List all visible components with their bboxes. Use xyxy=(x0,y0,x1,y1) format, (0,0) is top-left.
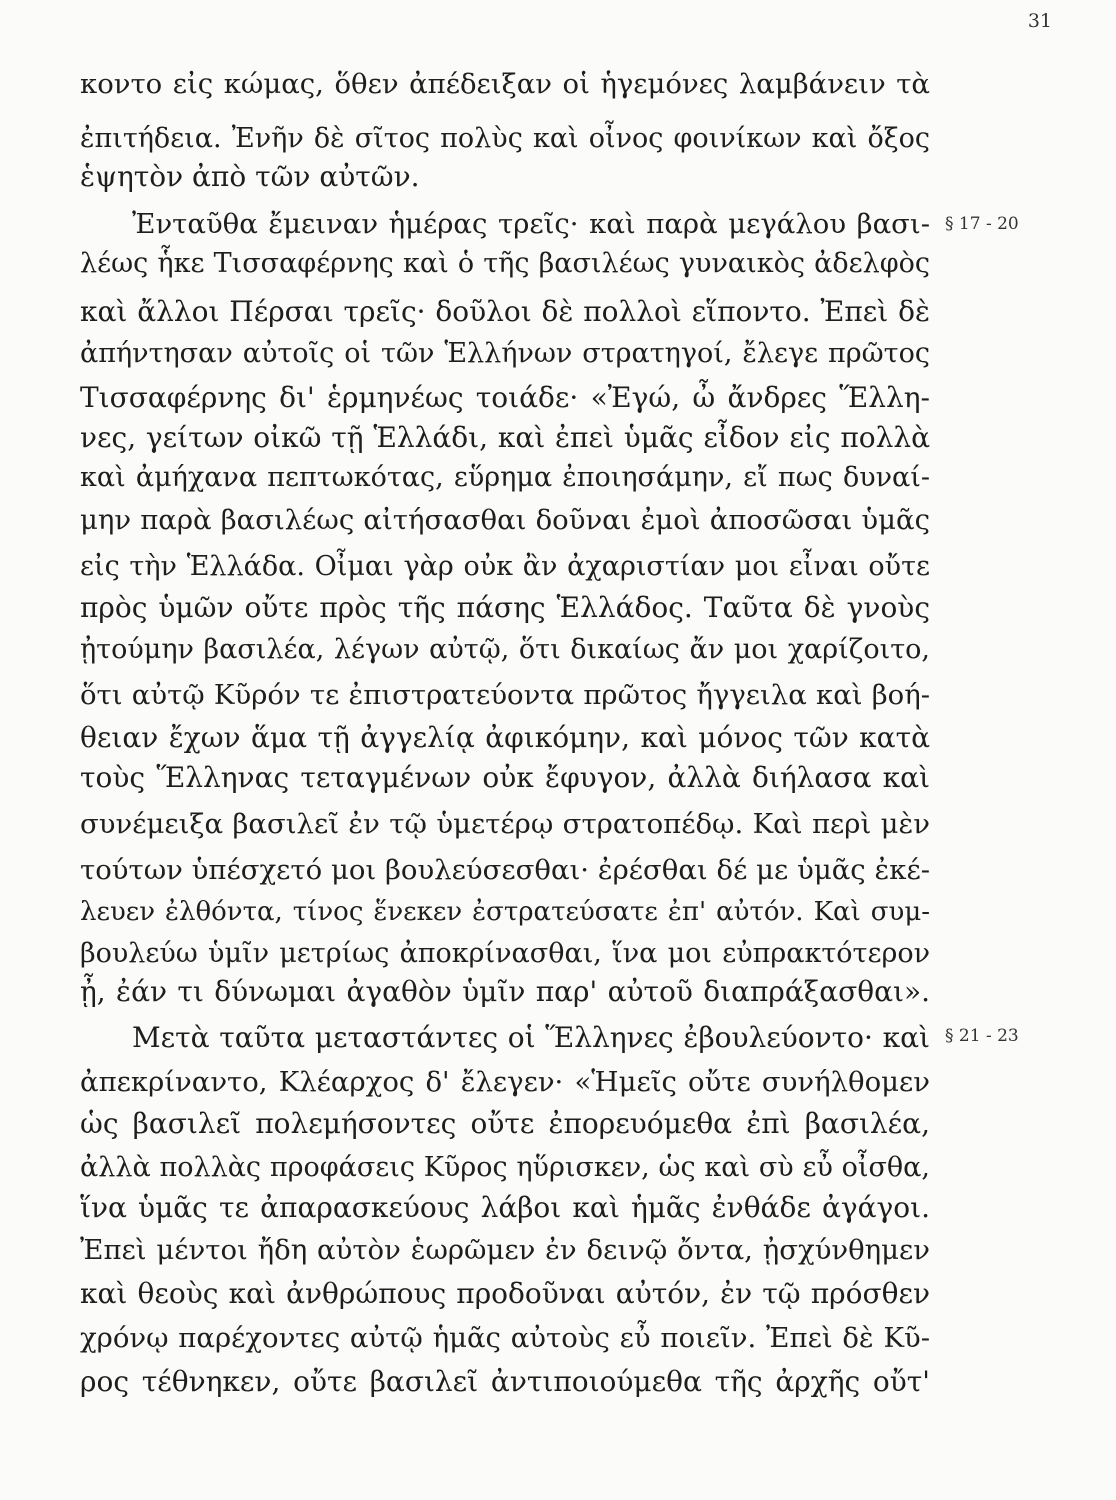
text-line: Ἐπεὶ μέντοι ἤδη αὐτὸν ἑωρῶμεν ἐν δεινῷ ὄντα, ᾐσχύνθημεν xyxy=(80,1234,930,1266)
text-line: ὡς βασιλεῖ πολεμήσοντες οὔτε ἐπορευόμεθα ἐπὶ βασιλέα, xyxy=(80,1107,930,1140)
text-line: ᾐτούμην βασιλέα, λέγων αὐτῷ, ὅτι δικαίως ἄν μοι χαρίζοιτο, xyxy=(80,634,930,665)
text-line: ἐπιτήδεια. Ἐνῆν δὲ σῖτος πολὺς καὶ οἶνος φοινίκων καὶ ὄξος xyxy=(80,123,930,154)
marginal-section-note: § 21 - 23 xyxy=(945,1026,1019,1046)
text-line: λευεν ἐλθόντα, τίνος ἕνεκεν ἐστρατεύσατε ἐπ' αὐτόν. Καὶ συμ- xyxy=(80,897,930,927)
text-line: βουλεύω ὑμῖν μετρίως ἀποκρίνασθαι, ἵνα μοι εὐπρακτότερον xyxy=(80,938,930,969)
text-line: νες, γείτων οἰκῶ τῇ Ἑλλάδι, καὶ ἐπεὶ ὑμᾶς εἶδον εἰς πολλὰ xyxy=(80,421,930,454)
text-line: καὶ ἀμήχανα πεπτωκότας, εὕρημα ἐποιησάμην, εἴ πως δυναί- xyxy=(80,462,930,493)
text-line: Τισσαφέρνης δι' ἑρμηνέως τοιάδε· «Ἐγώ, ὦ ἄνδρες Ἕλλη- xyxy=(80,381,930,414)
text-line: ἀπήντησαν αὐτοῖς οἱ τῶν Ἑλλήνων στρατηγοί, ἔλεγε πρῶτος xyxy=(80,338,930,369)
text-line: εἰς τὴν Ἑλλάδα. Οἶμαι γὰρ οὐκ ἂν ἀχαριστίαν μοι εἶναι οὔτε xyxy=(80,551,930,582)
text-line: τοὺς Ἕλληνας τεταγμένων οὐκ ἔφυγον, ἀλλὰ διήλασα καὶ xyxy=(80,761,930,794)
text-line: θειαν ἔχων ἅμα τῇ ἀγγελίᾳ ἀφικόμην, καὶ μόνος τῶν κατὰ xyxy=(80,721,930,754)
text-line: πρὸς ὑμῶν οὔτε πρὸς τῆς πάσης Ἑλλάδος. Ταῦτα δὲ γνοὺς xyxy=(80,591,930,624)
text-line: ρος τέθνηκεν, οὔτε βασιλεῖ ἀντιποιούμεθα τῆς ἀρχῆς οὔτ' xyxy=(80,1365,930,1398)
text-line: Μετὰ ταῦτα μεταστάντες οἱ Ἕλληνες ἐβουλεύοντο· καὶ xyxy=(132,1021,930,1054)
text-line: συνέμειξα βασιλεῖ ἐν τῷ ὑμετέρῳ στρατοπέδῳ. Καὶ περὶ μὲν xyxy=(80,808,930,840)
marginal-section-note: § 17 - 20 xyxy=(945,214,1019,234)
text-line: λέως ἧκε Τισσαφέρνης καὶ ὁ τῆς βασιλέως γυναικὸς ἀδελφὸς xyxy=(80,248,930,279)
text-line: ᾖ, ἐάν τι δύνωμαι ἀγαθὸν ὑμῖν παρ' αὐτοῦ διαπράξασθαι». xyxy=(80,975,930,1008)
text-line: κοντο εἰς κώμας, ὅθεν ἀπέδειξαν οἱ ἡγεμόνες λαμβάνειν τὰ xyxy=(80,68,930,100)
text-line: καὶ θεοὺς καὶ ἀνθρώπους προδοῦναι αὐτόν, ἐν τῷ πρόσθεν xyxy=(80,1277,930,1310)
text-line: ὅτι αὐτῷ Κῦρόν τε ἐπιστρατεύοντα πρῶτος ἤγγειλα καὶ βοή- xyxy=(80,679,930,711)
text-line: Ἐνταῦθα ἔμειναν ἡμέρας τρεῖς· καὶ παρὰ μεγάλου βασι- xyxy=(132,208,930,240)
text-line: μην παρὰ βασιλέως αἰτήσασθαι δοῦναι ἐμοὶ ἀποσῶσαι ὑμᾶς xyxy=(80,504,930,536)
text-line: ἑψητὸν ἀπὸ τῶν αὐτῶν. xyxy=(80,160,420,193)
text-line: ἀλλὰ πολλὰς προφάσεις Κῦρος ηὕρισκεν, ὡς καὶ σὺ εὖ οἶσθα, xyxy=(80,1152,930,1183)
text-line: καὶ ἄλλοι Πέρσαι τρεῖς· δοῦλοι δὲ πολλοὶ εἵποντο. Ἐπεὶ δὲ xyxy=(80,295,930,328)
text-line: τούτων ὑπέσχετό μοι βουλεύσεσθαι· ἐρέσθαι δέ με ὑμᾶς ἐκέ- xyxy=(80,854,930,886)
page-number: 31 xyxy=(1027,10,1052,32)
text-line: ἀπεκρίναντο, Κλέαρχος δ' ἔλεγεν· «Ἡμεῖς οὔτε συνήλθομεν xyxy=(80,1066,930,1098)
text-line: ἵνα ὑμᾶς τε ἀπαρασκεύους λάβοι καὶ ἡμᾶς ἐνθάδε ἀγάγοι. xyxy=(80,1191,930,1224)
text-line: χρόνῳ παρέχοντες αὐτῷ ἡμᾶς αὐτοὺς εὖ ποιεῖν. Ἐπεὶ δὲ Κῦ- xyxy=(80,1322,930,1354)
